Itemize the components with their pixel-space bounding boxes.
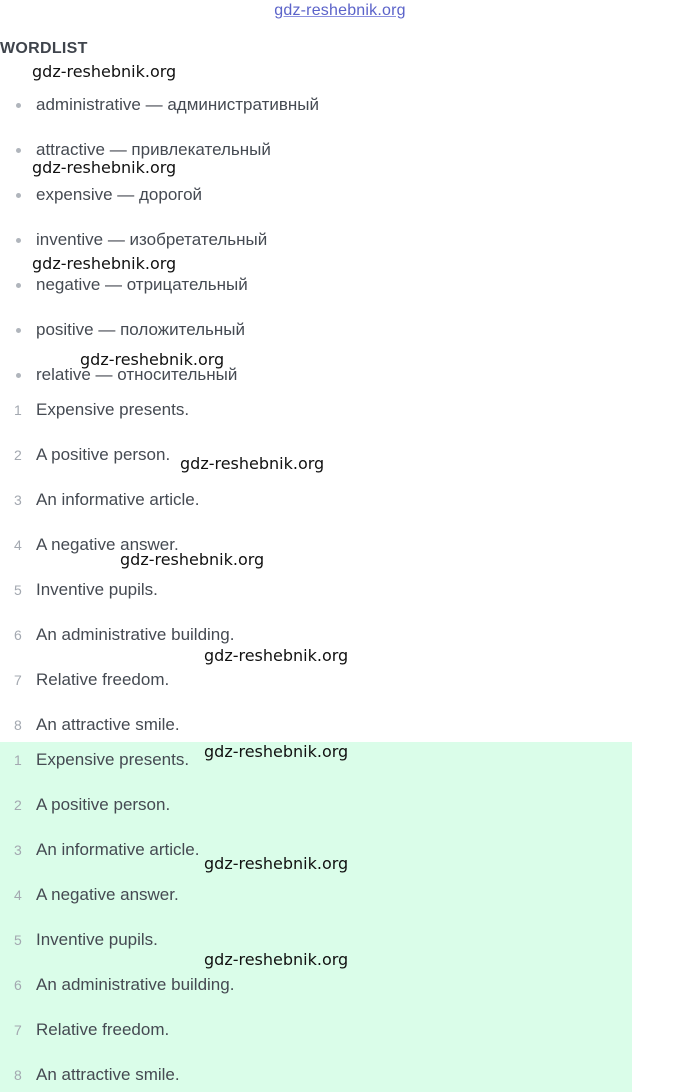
item-number: 4 [14, 537, 22, 553]
item-text: A negative answer. [36, 535, 179, 554]
watermark: gdz-reshebnik.org [32, 62, 177, 81]
item-number: 1 [14, 402, 22, 418]
watermark: gdz-reshebnik.org [32, 158, 177, 177]
item-text: An informative article. [36, 490, 200, 509]
item-number: 7 [14, 1022, 22, 1038]
wordlist-item-text: negative — отрицательный [36, 275, 248, 294]
bullet-icon [16, 283, 21, 288]
item-number: 6 [14, 977, 22, 993]
wordlist-item-text: relative — относительный [36, 365, 238, 384]
watermark: gdz-reshebnik.org [120, 550, 265, 569]
bullet-icon [16, 103, 21, 108]
bullet-icon [16, 328, 21, 333]
wordlist-item-text: positive — положительный [36, 320, 245, 339]
item-text: An administrative building. [36, 975, 235, 994]
item-number: 6 [14, 627, 22, 643]
wordlist-item-text: administrative — административный [36, 95, 319, 114]
watermark: gdz-reshebnik.org [204, 742, 349, 761]
item-number: 5 [14, 582, 22, 598]
item-number: 1 [14, 752, 22, 768]
item-text: Relative freedom. [36, 1020, 170, 1039]
item-text: An attractive smile. [36, 715, 180, 734]
bullet-icon [16, 373, 21, 378]
wordlist-title: WORDLIST [0, 40, 88, 57]
watermark: gdz-reshebnik.org [32, 254, 177, 273]
item-number: 7 [14, 672, 22, 688]
watermark: gdz-reshebnik.org [204, 854, 349, 873]
item-number: 8 [14, 1067, 22, 1083]
item-text: An attractive smile. [36, 1065, 180, 1084]
wordlist-item-text: attractive — привлекательный [36, 140, 271, 159]
bullet-icon [16, 193, 21, 198]
watermark: gdz-reshebnik.org [80, 350, 225, 369]
item-text: Expensive presents. [36, 400, 190, 419]
item-text: Inventive pupils. [36, 930, 158, 949]
item-number: 8 [14, 717, 22, 733]
item-number: 5 [14, 932, 22, 948]
item-number: 2 [14, 797, 22, 813]
item-text: A positive person. [36, 795, 171, 814]
site-header-text[interactable]: gdz-reshebnik.org [274, 2, 406, 19]
item-text: A positive person. [36, 445, 171, 464]
watermark: gdz-reshebnik.org [180, 454, 325, 473]
wordlist-item-text: expensive — дорогой [36, 185, 203, 204]
item-number: 3 [14, 492, 22, 508]
wordlist-item-text: inventive — изобретательный [36, 230, 268, 249]
item-number: 2 [14, 447, 22, 463]
watermark: gdz-reshebnik.org [204, 646, 349, 665]
item-text: Expensive presents. [36, 750, 190, 769]
item-text: A negative answer. [36, 885, 179, 904]
bullet-icon [16, 238, 21, 243]
item-text: An informative article. [36, 840, 200, 859]
bullet-icon [16, 148, 21, 153]
site-header-link[interactable] [0, 2, 680, 20]
item-number: 4 [14, 887, 22, 903]
item-text: Relative freedom. [36, 670, 170, 689]
item-number: 3 [14, 842, 22, 858]
item-text: Inventive pupils. [36, 580, 158, 599]
item-text: An administrative building. [36, 625, 235, 644]
watermark: gdz-reshebnik.org [204, 950, 349, 969]
